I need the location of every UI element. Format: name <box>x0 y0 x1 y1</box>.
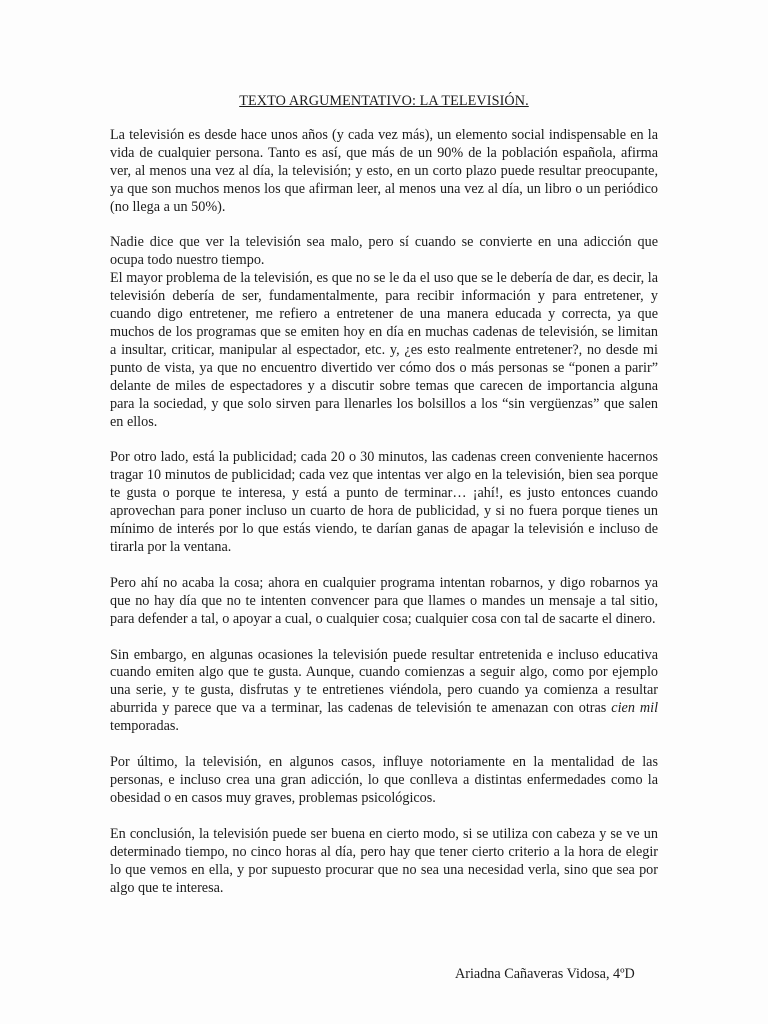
paragraph-intro: La televisión es desde hace unos años (y cada vez más), un elemento social indispensable en la vida de cualquier persona. Tanto es así, que más de un 90% de la población española, afirma ver, al menos una vez al día, la televisión; y esto, en un corto plazo puede resultar preocupante, ya que son muchos menos los que afirman leer, al menos una vez al día, un libro o un periódico (no llega a un 50%). <box>110 126 658 215</box>
document-title: TEXTO ARGUMENTATIVO: LA TELEVISIÓN. <box>239 93 529 109</box>
italic-emphasis: cien mil <box>611 700 659 717</box>
paragraph-stealing: Pero ahí no acaba la cosa; ahora en cualquier programa intentan robarnos, y digo robarnos ya que no hay día que no te intenten convencer para que llames o mandes un mensaje a tal sitio, para defender a tal, o apoyar a cual, o cualquier cosa; cualquier cosa con tal de sacarte el dinero. <box>110 574 658 627</box>
paragraph-mentality: Por último, la televisión, en algunos casos, influye notoriamente en la mentalidad de las personas, e incluso crea una gran adicción, lo que conlleva a distintas enfermedades como la obesidad o en casos muy graves, problemas psicológicos. <box>110 754 658 806</box>
paragraph-addiction: Nadie dice que ver la televisión sea malo, pero sí cuando se convierte en una adicción que ocupa todo nuestro tiempo. <box>110 234 658 269</box>
paragraph-entertaining-end: temporadas. <box>110 718 179 735</box>
paragraph-conclusion: En conclusión, la televisión puede ser buena en cierto modo, si se utiliza con cabeza y se ve un determinado tiempo, no cinco horas al día, pero hay que tener cierto criterio a la hora de elegir lo que vemos en ella, y por supuesto procurar que no sea una necesidad verla, sino que sea por algo que te interesa. <box>110 825 658 896</box>
document-body <box>110 93 658 897</box>
paragraph-advertising: Por otro lado, está la publicidad; cada 20 o 30 minutos, las cadenas creen conveniente hacernos tragar 10 minutos de publicidad; cada vez que intentas ver algo en la televisión, bien sea porque te gusta o porque te interesa, y está a punto de terminar… ¡ahí!, es justo entonces cuando aprovechan para poner incluso un cuarto de hora de publicidad, y si no fuera porque tienes un mínimo de interés por lo que estás viendo, te darían ganas de apagar la televisión e incluso de tirarla por la ventana. <box>110 449 658 555</box>
author-signature: Ariadna Cañaveras Vidosa, 4ºD <box>455 966 635 982</box>
paragraph-entertaining <box>110 647 658 737</box>
paragraph-entertaining-text: Sin embargo, en algunas ocasiones la televisión puede resultar entretenida e incluso educativa cuando emiten algo que te gusta. Aunque, cuando comienzas a seguir algo, como por ejemplo una serie, y te gusta, disfrutas y te entretienes viéndola, pero cuando ya comienza a resultar aburrida y parece que va a terminar, las cadenas de televisión te amenazan con otras <box>110 646 658 717</box>
paragraph-main-problem: El mayor problema de la televisión, es que no se le da el uso que se le debería de dar, es decir, la televisión debería de ser, fundamentalmente, para recibir información y para entretener, y cuando digo entretener, me refiero a entretener de una manera educada y correcta, ya que muchos de los programas que se emiten hoy en día en muchas cadenas de televisión, se limitan a insultar, criticar, manipular al espectador, etc. y, ¿es esto realmente entretener?, no desde mi punto de vista, ya que no encuentro divertido ver cómo dos o más personas se “ponen a parir” delante de miles de espectadores y a discutir sobre temas que carecen de importancia alguna para la sociedad, y que solo sirven para llenarles los bolsillos a los “sin vergüenzas” que salen en ellos. <box>110 270 658 430</box>
